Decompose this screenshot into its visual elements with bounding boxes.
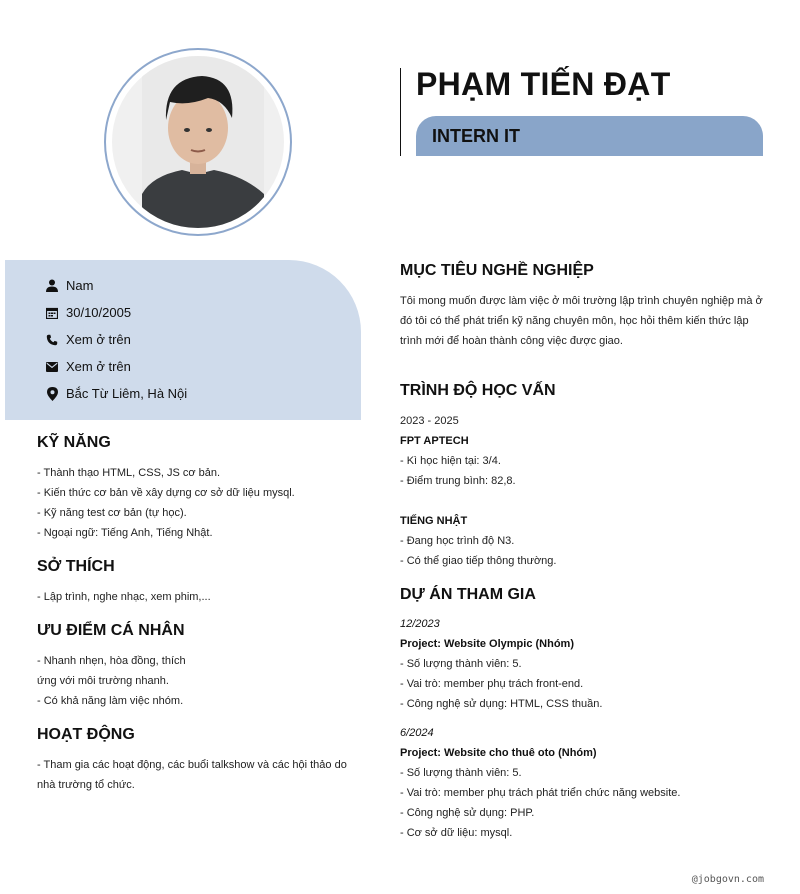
calendar-icon: [45, 306, 59, 320]
list-item: - Có khả năng làm việc nhóm.: [37, 695, 184, 707]
list-item: - Lập trình, nghe nhạc, xem phim,...: [37, 591, 211, 603]
contact-address: Bắc Từ Liêm, Hà Nội: [45, 386, 187, 401]
list-item: - Công nghệ sử dụng: HTML, CSS thuần.: [400, 698, 603, 710]
project-1: [400, 614, 602, 714]
location-pin-icon: [45, 387, 59, 401]
contact-gender: Nam: [45, 278, 93, 293]
project-title: Project: Website cho thuê oto (Nhóm): [400, 747, 597, 759]
person-portrait-icon: [112, 56, 284, 228]
candidate-name: PHẠM TIẾN ĐẠT: [416, 66, 671, 102]
strengths-heading: ƯU ĐIỂM CÁ NHÂN: [37, 622, 185, 639]
list-item: - Kì học hiện tại: 3/4.: [400, 455, 501, 467]
list-item: - Thành thạo HTML, CSS, JS cơ bản.: [37, 467, 221, 479]
list-item: - Cơ sở dữ liệu: mysql.: [400, 827, 513, 839]
profile-photo: [112, 56, 284, 228]
activities-list: [37, 755, 347, 795]
skills-heading: KỸ NĂNG: [37, 434, 111, 451]
school-name: FPT APTECH: [400, 435, 469, 447]
education-block: [400, 411, 556, 571]
activities-heading: HOẠT ĐỘNG: [37, 726, 135, 743]
strengths-list: [37, 651, 186, 711]
education-period: 2023 - 2025: [400, 415, 459, 427]
list-item: - Kiến thức cơ bản về xây dựng cơ sở dữ liệu mysql.: [37, 487, 295, 499]
project-2: [400, 723, 680, 843]
education-heading: TRÌNH ĐỘ HỌC VẤN: [400, 382, 556, 399]
profile-photo-frame: [104, 48, 292, 236]
list-item: ứng với môi trường nhanh.: [37, 675, 169, 687]
position-title: INTERN IT: [432, 125, 520, 146]
phone-icon: [45, 333, 59, 347]
mail-icon: [45, 360, 59, 374]
list-item: - Số lượng thành viên: 5.: [400, 658, 522, 670]
hobbies-heading: SỞ THÍCH: [37, 558, 115, 575]
objective-text: Tôi mong muốn được làm việc ở môi trường lập trình chuyên nghiệp mà ở đó tôi có thể phát triển kỹ năng chuyên môn, học hỏi thêm kiến thức lập trình mới để hoàn thành công việc được giao.: [400, 295, 763, 347]
list-item: - Ngoại ngữ: Tiếng Anh, Tiếng Nhật.: [37, 527, 213, 539]
contact-panel: [5, 260, 361, 420]
contact-birthday: 30/10/2005: [45, 305, 131, 320]
language-name: TIẾNG NHẬT: [400, 515, 468, 527]
project-title: Project: Website Olympic (Nhóm): [400, 638, 574, 650]
hobbies-list: [37, 587, 211, 607]
list-item: - Công nghệ sử dụng: PHP.: [400, 807, 535, 819]
watermark: @jobgovn.com: [691, 874, 764, 885]
objective-heading: MỤC TIÊU NGHỀ NGHIỆP: [400, 262, 594, 279]
skills-list: [37, 463, 295, 543]
contact-email: Xem ở trên: [45, 359, 131, 374]
project-date: 6/2024: [400, 727, 434, 739]
project-date: 12/2023: [400, 618, 440, 630]
list-item: nhà trường tổ chức.: [37, 779, 135, 791]
contact-phone: Xem ở trên: [45, 332, 131, 347]
person-icon: [45, 279, 59, 293]
list-item: - Tham gia các hoạt động, các buổi talkshow và các hội thảo do: [37, 759, 347, 771]
list-item: - Điểm trung bình: 82,8.: [400, 475, 516, 487]
list-item: - Vai trò: member phụ trách front-end.: [400, 678, 584, 690]
list-item: - Nhanh nhẹn, hòa đồng, thích: [37, 655, 186, 667]
list-item: - Có thể giao tiếp thông thường.: [400, 555, 557, 567]
position-banner: [416, 116, 763, 156]
list-item: - Đang học trình độ N3.: [400, 535, 515, 547]
list-item: - Vai trò: member phụ trách phát triển chức năng website.: [400, 787, 681, 799]
list-item: - Số lượng thành viên: 5.: [400, 767, 522, 779]
header-divider: [400, 68, 401, 156]
list-item: - Kỹ năng test cơ bản (tự học).: [37, 507, 187, 519]
projects-heading: DỰ ÁN THAM GIA: [400, 586, 536, 603]
